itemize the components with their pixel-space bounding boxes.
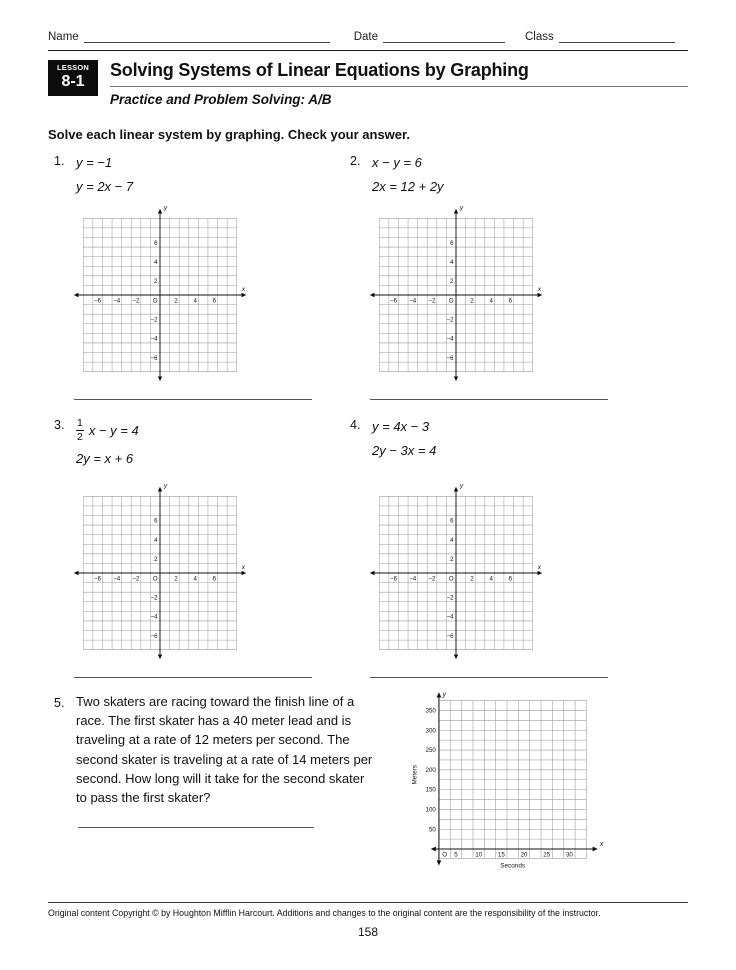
svg-text:−2: −2 [150, 594, 158, 602]
svg-text:−4: −4 [150, 613, 158, 621]
problems-grid [54, 150, 688, 688]
svg-text:250: 250 [425, 747, 436, 755]
footer-divider [48, 902, 688, 903]
equation-text: x − y = 4 [88, 422, 139, 438]
lesson-badge-label: LESSON [56, 63, 90, 72]
svg-text:200: 200 [425, 766, 436, 774]
svg-text:−6: −6 [390, 575, 398, 583]
problem-3-number: 3. [54, 418, 65, 432]
svg-text:6: 6 [450, 239, 454, 247]
svg-text:y: y [442, 691, 447, 699]
svg-text:2: 2 [470, 297, 474, 305]
problem-1-number: 1. [54, 154, 65, 168]
page-number: 158 [357, 925, 379, 939]
svg-text:Meters: Meters [411, 765, 419, 785]
svg-text:−4: −4 [446, 335, 454, 343]
svg-text:y: y [459, 204, 464, 212]
svg-text:−2: −2 [132, 575, 140, 583]
svg-text:15: 15 [497, 851, 505, 859]
svg-text:−2: −2 [150, 316, 158, 324]
name-date-class-row [48, 30, 688, 43]
problem-4-equation-1: y = 4x − 3 [372, 418, 430, 434]
svg-text:−2: −2 [446, 594, 454, 602]
word-problem-text: Two skaters are racing toward the finish line of a race. The first skater has a 40 meter lead and is traveling at a rate of 12 meters per second. The second skater is traveling at a rate of 14 meters per second. How long will it take for the second skater to pass the first skater? [76, 694, 373, 806]
worksheet-subtitle: Practice and Problem Solving: A/B [110, 92, 332, 107]
header-divider [48, 50, 688, 51]
problem-1 [54, 150, 350, 400]
svg-text:−6: −6 [446, 632, 454, 640]
svg-text:100: 100 [425, 806, 436, 814]
svg-text:y: y [163, 204, 168, 212]
svg-text:6: 6 [450, 517, 454, 525]
svg-text:x: x [537, 286, 542, 294]
svg-text:6: 6 [212, 575, 217, 583]
svg-text:2: 2 [154, 278, 158, 286]
svg-text:−4: −4 [409, 575, 417, 583]
lesson-header [48, 60, 688, 107]
problem-1-equation-2: y = 2x − 7 [76, 178, 134, 194]
problem-4-number: 4. [350, 418, 361, 432]
fraction-denominator: 2 [77, 430, 83, 443]
svg-text:4: 4 [154, 258, 158, 266]
svg-text:2: 2 [450, 556, 454, 564]
problem-1-equation-1: y = −1 [76, 154, 113, 170]
svg-text:O: O [448, 575, 454, 583]
svg-text:O: O [448, 297, 454, 305]
svg-text:2: 2 [174, 297, 178, 305]
svg-text:2: 2 [470, 575, 474, 583]
answer-blank-1[interactable] [74, 399, 312, 400]
svg-text:4: 4 [193, 575, 197, 583]
svg-text:2: 2 [174, 575, 178, 583]
name-label: Name [48, 31, 79, 43]
lesson-badge-number: 8-1 [61, 72, 85, 90]
worksheet-title: Solving Systems of Linear Equations by Graphing [110, 60, 688, 87]
svg-text:25: 25 [543, 851, 551, 859]
lesson-badge [48, 60, 98, 96]
svg-text:x: x [537, 564, 542, 572]
answer-blank-5[interactable] [78, 827, 314, 828]
svg-text:−4: −4 [113, 297, 121, 305]
coordinate-grid-3 [67, 480, 253, 666]
skater-graph [408, 690, 606, 874]
svg-text:O: O [152, 575, 158, 583]
problem-2-number: 2. [350, 154, 361, 168]
svg-text:5: 5 [454, 851, 458, 859]
svg-text:−4: −4 [446, 613, 454, 621]
svg-text:−6: −6 [446, 354, 454, 362]
svg-text:4: 4 [489, 297, 493, 305]
svg-text:20: 20 [520, 851, 528, 859]
svg-text:x: x [599, 840, 604, 848]
answer-blank-2[interactable] [370, 399, 608, 400]
svg-text:6: 6 [508, 575, 513, 583]
title-block [110, 60, 688, 107]
page-footer [48, 902, 688, 939]
problem-2 [350, 150, 646, 400]
instructions: Solve each linear system by graphing. Check your answer. [48, 127, 410, 142]
problem-2-equation-1: x − y = 6 [372, 154, 422, 170]
svg-text:−2: −2 [428, 575, 436, 583]
svg-text:4: 4 [154, 536, 158, 544]
problem-4-equation-2: 2y − 3x = 4 [372, 442, 437, 458]
svg-text:−4: −4 [113, 575, 121, 583]
svg-text:−6: −6 [94, 297, 102, 305]
date-label: Date [353, 31, 378, 43]
class-label: Class [524, 31, 554, 43]
fraction-numerator: 1 [77, 417, 83, 430]
svg-text:350: 350 [425, 707, 436, 715]
problem-3 [54, 414, 350, 678]
date-blank[interactable] [383, 30, 505, 43]
problem-5 [54, 692, 688, 874]
answer-blank-3[interactable] [74, 677, 312, 678]
svg-text:−6: −6 [150, 354, 158, 362]
problem-5-text-block [54, 692, 384, 874]
svg-text:−6: −6 [150, 632, 158, 640]
svg-text:x: x [241, 564, 246, 572]
svg-text:y: y [459, 482, 464, 490]
svg-text:6: 6 [154, 239, 158, 247]
svg-text:6: 6 [212, 297, 217, 305]
class-blank[interactable] [559, 30, 675, 43]
svg-text:300: 300 [425, 727, 436, 735]
copyright-text: Original content Copyright © by Houghton Mifflin Harcourt. Additions and changes to the original content are the responsibility of the instructor. [48, 908, 601, 918]
svg-text:4: 4 [193, 297, 197, 305]
name-blank[interactable] [84, 30, 330, 43]
svg-text:2: 2 [154, 556, 158, 564]
svg-text:4: 4 [450, 536, 454, 544]
svg-text:O: O [152, 297, 158, 305]
svg-text:4: 4 [489, 575, 493, 583]
svg-text:4: 4 [450, 258, 454, 266]
coordinate-grid-1 [67, 202, 253, 388]
svg-text:−6: −6 [94, 575, 102, 583]
svg-text:−2: −2 [428, 297, 436, 305]
svg-text:−2: −2 [446, 316, 454, 324]
svg-text:10: 10 [475, 851, 483, 859]
svg-text:150: 150 [425, 786, 436, 794]
problem-3-equation-2: 2y = x + 6 [76, 450, 134, 466]
problem-2-equation-2: 2x = 12 + 2y [372, 178, 444, 194]
answer-blank-4[interactable] [370, 677, 608, 678]
svg-text:2: 2 [450, 278, 454, 286]
svg-text:6: 6 [508, 297, 513, 305]
problem-5-number: 5. [54, 696, 65, 710]
svg-text:−4: −4 [409, 297, 417, 305]
svg-text:50: 50 [428, 826, 436, 834]
coordinate-grid-4 [363, 480, 549, 666]
svg-text:x: x [241, 286, 246, 294]
svg-text:30: 30 [565, 851, 573, 859]
svg-text:−2: −2 [132, 297, 140, 305]
coordinate-grid-2 [363, 202, 549, 388]
svg-text:y: y [163, 482, 168, 490]
problem-3-equation-1 [76, 414, 139, 446]
svg-text:−4: −4 [150, 335, 158, 343]
svg-text:O: O [442, 851, 448, 859]
svg-text:Seconds: Seconds [500, 862, 526, 870]
svg-text:−6: −6 [390, 297, 398, 305]
svg-text:6: 6 [154, 517, 158, 525]
problem-4 [350, 414, 646, 678]
fraction [76, 417, 84, 442]
